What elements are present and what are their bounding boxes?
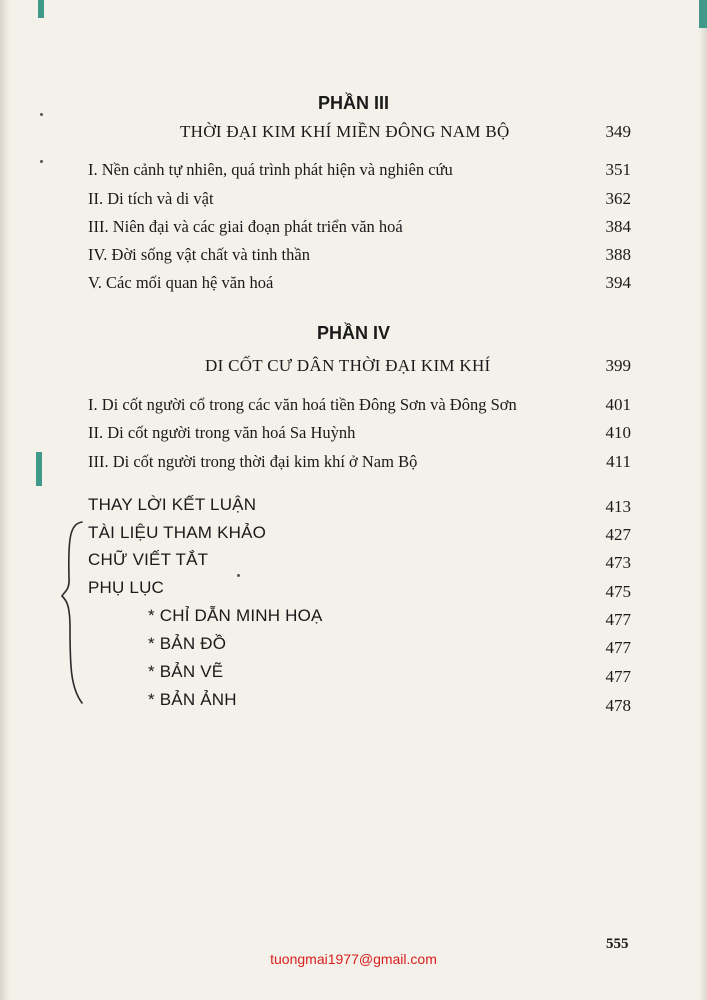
- toc-page: 478: [605, 696, 631, 715]
- tape-mark: [36, 452, 42, 486]
- page-right-edge: [699, 0, 707, 1000]
- toc-entry: I. Nền cảnh tự nhiên, quá trình phát hiện và nghiên cứu: [88, 160, 453, 179]
- toc-page: 477: [605, 610, 631, 629]
- toc-entry: II. Di tích và di vật: [88, 189, 214, 208]
- toc-page: 477: [605, 667, 631, 686]
- toc-entry: PHỤ LỤC: [88, 578, 165, 597]
- appendix-entry: * CHỈ DẪN MINH HOẠ: [148, 606, 323, 625]
- toc-entry: III. Di cốt người trong thời đại kim khí ở Nam Bộ: [88, 452, 418, 471]
- toc-page: 362: [605, 189, 631, 208]
- handwritten-bracket: [60, 518, 90, 708]
- email-watermark: tuongmai1977@gmail.com: [270, 951, 437, 967]
- toc-page: 384: [605, 217, 631, 236]
- toc-page: 473: [605, 553, 631, 572]
- appendix-entry: * BẢN VẼ: [148, 662, 224, 681]
- toc-page: 427: [605, 525, 631, 544]
- speck: [40, 160, 43, 163]
- toc-entry: TÀI LIỆU THAM KHẢO: [88, 523, 267, 542]
- toc-page: 351: [605, 160, 631, 179]
- toc-page: 388: [605, 245, 631, 264]
- toc-page: 401: [605, 395, 631, 414]
- appendix-entry: * BẢN ĐỒ: [148, 634, 227, 653]
- toc-page: 410: [605, 423, 631, 442]
- part3-title: THỜI ĐẠI KIM KHÍ MIỀN ĐÔNG NAM BỘ: [180, 122, 510, 141]
- toc-entry: THAY LỜI KẾT LUẬN: [88, 495, 257, 514]
- page-number: 555: [606, 936, 629, 952]
- tape-mark: [699, 0, 707, 28]
- toc-page: 394: [605, 273, 631, 292]
- part4-title: DI CỐT CƯ DÂN THỜI ĐẠI KIM KHÍ: [205, 356, 491, 375]
- toc-page: 413: [605, 497, 631, 516]
- part3-page: 349: [605, 122, 631, 141]
- toc-entry: I. Di cốt người cổ trong các văn hoá tiền Đông Sơn và Đông Sơn: [88, 395, 517, 414]
- part4-page: 399: [605, 356, 631, 375]
- toc-page: 475: [605, 582, 631, 601]
- toc-entry: CHỮ VIẾT TẮT: [88, 550, 209, 569]
- toc-entry: IV. Đời sống vật chất và tinh thần: [88, 245, 310, 264]
- appendix-entry: * BẢN ẢNH: [148, 690, 237, 709]
- tape-mark: [38, 0, 44, 18]
- toc-entry: II. Di cốt người trong văn hoá Sa Huỳnh: [88, 423, 356, 442]
- toc-page: 477: [605, 638, 631, 657]
- toc-page: 411: [606, 452, 631, 471]
- toc-entry: III. Niên đại và các giai đoạn phát triển văn hoá: [88, 217, 403, 236]
- speck: [237, 574, 240, 577]
- part4-label: PHẦN IV: [316, 323, 390, 343]
- toc-entry: V. Các mối quan hệ văn hoá: [88, 273, 274, 292]
- part3-label: PHẦN III: [317, 93, 389, 113]
- page-left-edge: [0, 0, 10, 1000]
